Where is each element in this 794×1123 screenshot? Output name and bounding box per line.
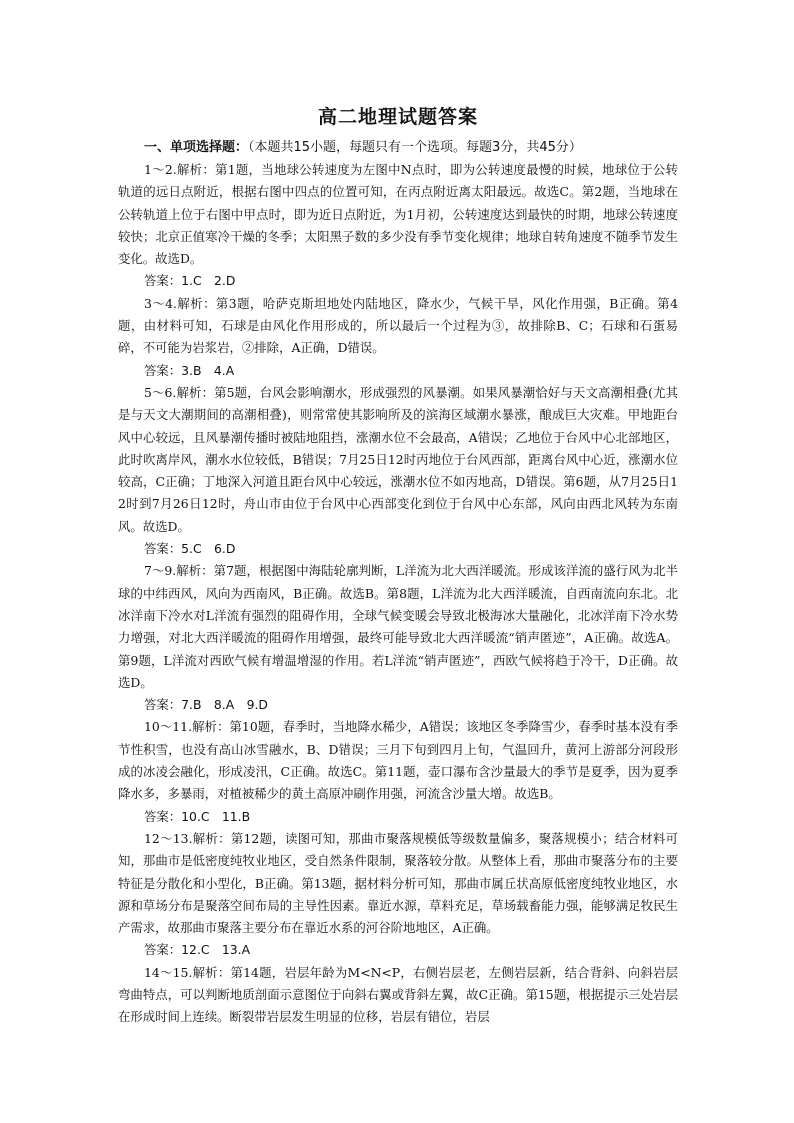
explanation-text: 5～6.解析：第5题，台风会影响潮水，形成强烈的风暴潮。如果风暴潮恰好与天文高潮相叠(尤其是与天文大潮期间的高潮相叠)，则常常使其影响所及的滨海区域潮水暴涨，酿成巨大灾难。甲地距台风中心较远，且风暴潮传播时被陆地阻挡，涨潮水位不会最高，A错误；乙地位于台风中心北部地区，此时吹离岸风，潮水水位较低，B错误；7月25日12时丙地位于台风西部，距离台风中心近，涨潮水位较高，C正确；丁地深入河道且距台风中心较远，涨潮水位不如丙地高，D错误。第6题，从7月25日12时到7月26日12时，舟山市由位于台风中心西部变化到位于台风中心东部，风向由西北风转为东南风。故选D。 [118, 384, 678, 534]
answer-line: 答案：12.C 13.A [144, 942, 251, 958]
explanation-text: 3～4.解析：第3题，哈萨克斯坦地处内陆地区，降水少，气候干旱，风化作用强，B正确。第4题，由材料可知，石球是由风化作用形成的，所以最后一个过程为③，故排除B、C；石球和石蛋易碎，不可能为岩浆岩，②排除，A正确，D错误。 [118, 295, 678, 356]
explanation-text: 7～9.解析：第7题，根据图中海陆轮廓判断，L洋流为北大西洋暖流。形成该洋流的盛行风为北半球的中纬西风，风向为西南风，B正确。故选B。第8题，L洋流为北大西洋暖流，自西南流向东北。北冰洋南下冷水对L洋流有强烈的阻碍作用，全球气候变暖会导致北极海冰大量融化，北冰洋南下冷水势力增强，对北大西洋暖流的阻碍作用增强，最终可能导致北大西洋暖流“销声匿迹”，A正确。故选A。第9题，L洋流对西欧气候有增温增湿的作用。若L洋流“销声匿迹”，西欧气候将趋于冷干，D正确。故选D。 [118, 563, 678, 690]
answer-line: 答案：3.B 4.A [144, 362, 235, 378]
explanation-text: 1～2.解析：第1题，当地球公转速度为左图中N点时，即为公转速度最慢的时候，地球位于公转轨道的远日点附近，根据右图中四点的位置可知，在丙点附近离太阳最远。故选C。第2题，当地球在公转轨道上位于右图中甲点时，即为近日点附近，为1月初，公转速度达到最快的时期，地球公转速度较快；北京正值寒冷干燥的冬季；太阳黑子数的多少没有季节变化规律；地球自转角速度不随季节发生变化。故选D。 [118, 162, 678, 267]
question-block-10-11 [118, 716, 678, 827]
question-block-7-9 [118, 560, 678, 716]
answer-line: 答案：7.B 8.A 9.D [144, 697, 268, 713]
question-block-12-13 [118, 828, 678, 962]
explanation-text: 12～13.解析：第12题，读图可知，那曲市聚落规模低等级数量偏多，聚落规模小；结合材料可知，那曲市是低密度纯牧业地区，受自然条件限制，聚落较分散。从整体上看，那曲市聚落分布的主要特征是分散化和小型化，B正确。第13题，据材料分析可知，那曲市属丘状高原低密度纯牧业地区，水源和草场分布是聚落空间布局的主导性因素。靠近水源，草料充足，草场载畜能力强，能够满足牧民生产需求，故那曲市聚落主要分布在靠近水系的河谷阶地地区，A正确。 [118, 830, 678, 936]
question-block-3-4 [118, 293, 678, 382]
section-label: 一、单项选择题： [144, 140, 249, 155]
question-block-5-6 [118, 382, 678, 560]
question-block-14-15 [118, 962, 678, 1029]
section-note: （本题共15小题，每题只有一个选项。每题3分，共45分） [248, 140, 582, 155]
question-block-1-2 [118, 159, 678, 293]
section-heading [118, 137, 678, 159]
explanation-text: 14～15.解析：第14题，岩层年龄为M<N<P，右侧岩层老，左侧岩层新，结合背斜、向斜岩层弯曲特点，可以判断地质剖面示意图位于向斜右翼或背斜左翼，故C正确。第15题，根据提示三处岩层在形成时间上连续。断裂带岩层发生明显的位移，岩层有错位，岩层 [118, 964, 678, 1025]
answer-line: 答案：10.C 11.B [144, 808, 251, 824]
explanation-text: 10～11.解析：第10题，春季时，当地降水稀少，A错误；该地区冬季降雪少，春季时基本没有季节性积雪，也没有高山冰雪融水，B、D错误；三月下旬到四月上旬，气温回升，黄河上游部分河段形成的冰凌会融化，形成凌汛，C正确。故选C。第11题，壶口瀑布含沙量最大的季节是夏季，因为夏季降水多，多暴雨，对植被稀少的黄土高原冲刷作用强，河流含沙量大增。故选B。 [118, 719, 678, 802]
page-title: 高二地理试题答案 [317, 106, 478, 128]
answer-line: 答案：5.C 6.D [144, 541, 236, 557]
answer-line: 答案：1.C 2.D [144, 273, 236, 289]
